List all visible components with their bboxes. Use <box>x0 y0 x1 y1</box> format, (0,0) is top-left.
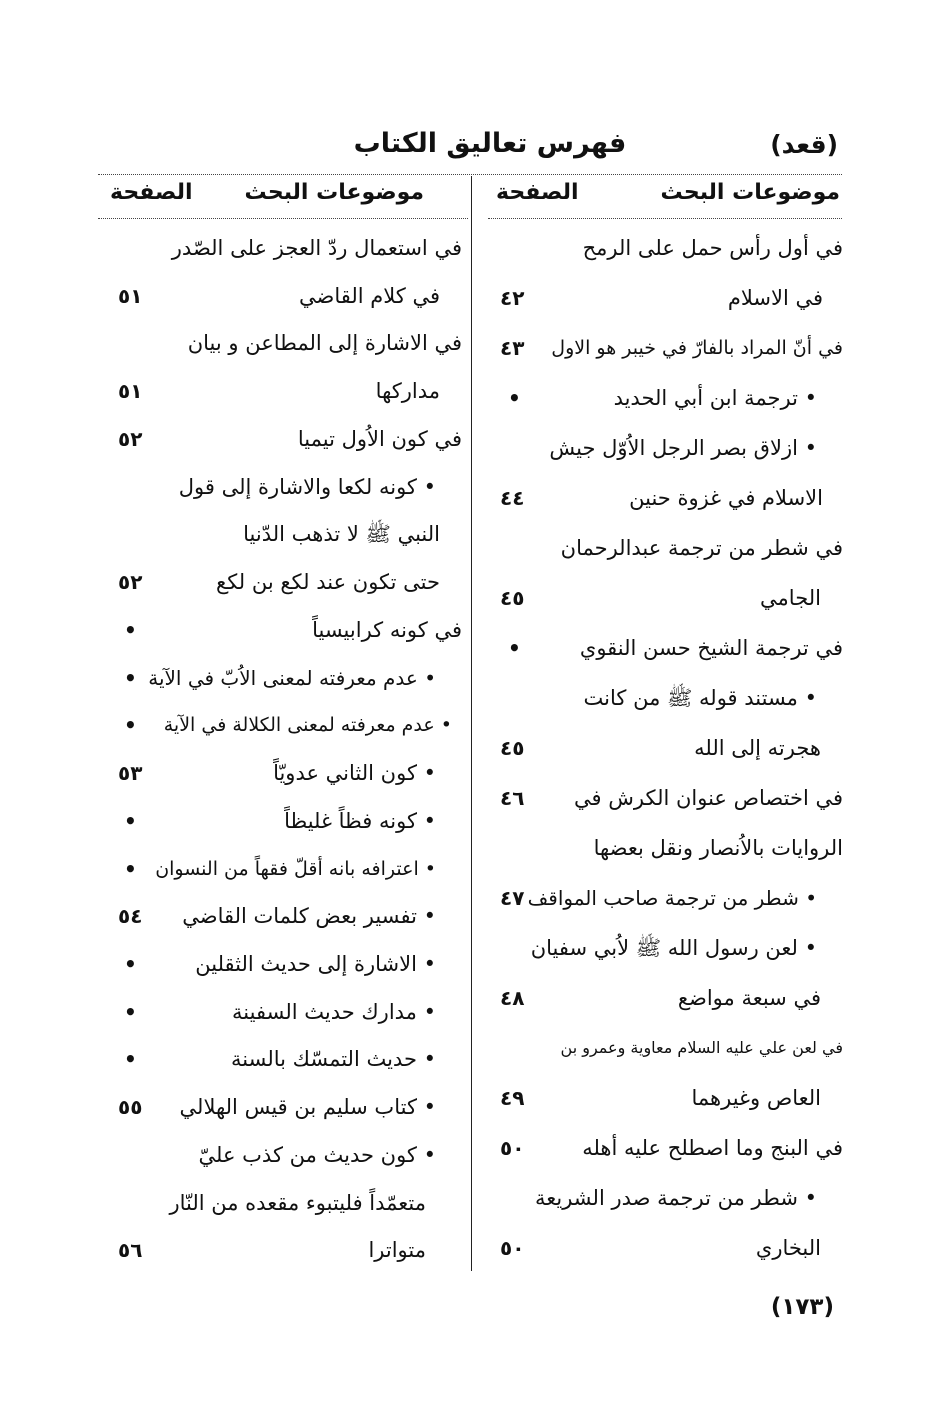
index-entry <box>100 1132 462 1180</box>
index-entry <box>100 893 462 941</box>
entry-page: ٥٢ <box>118 426 143 451</box>
entry-page: ٤٧ <box>500 886 525 910</box>
entry-text: الروايات بالاُنصار ونقل بعضها <box>593 836 843 860</box>
index-entry <box>478 925 843 975</box>
entry-page: ٥٥ <box>118 1095 143 1120</box>
page-number: (١٧٣) <box>770 1294 834 1320</box>
entry-text: متعمّداً فليتبوء مقعده من النّار <box>169 1190 426 1215</box>
entry-text: • اعترافه بانه أقلّ فقهاً من النسوان <box>155 857 436 880</box>
entry-text: • كون الثاني عدويّاً <box>273 761 436 786</box>
header-rule <box>98 174 842 175</box>
entry-page: ٤٩ <box>500 1086 525 1110</box>
entry-text: في كونه كرابيسياً <box>312 617 462 642</box>
entry-text: حتى تكون عند لكع بن لكع <box>216 570 440 595</box>
entry-page: • <box>124 1047 137 1072</box>
index-entry <box>100 368 462 416</box>
entry-text: متواترا <box>368 1238 426 1263</box>
entry-page: • <box>508 636 521 660</box>
entry-text: • الاشارة إلى حديث الثقلين <box>195 952 436 977</box>
entry-text: • عدم معرفته لمعنى الكلالة في الآية <box>163 714 452 737</box>
entry-page: ٥٦ <box>118 1238 143 1263</box>
right-topic-header: موضوعات البحث <box>660 180 840 205</box>
entry-page: • <box>124 617 137 642</box>
entry-text: في شطر من ترجمة عبدالرحمان <box>560 536 843 560</box>
entry-page: • <box>124 713 137 738</box>
entry-page: • <box>124 665 137 690</box>
right-index-column <box>478 225 843 1275</box>
entry-page: • <box>124 856 137 881</box>
entry-page: ٥٤ <box>118 904 143 929</box>
index-entry <box>100 1227 462 1275</box>
index-entry <box>100 1036 462 1084</box>
entry-page: ٤٨ <box>500 986 525 1010</box>
entry-text: • لعن رسول الله ﷺ لاُبي سفيان <box>530 936 817 960</box>
entry-text: • تفسير بعض كلمات القاضي <box>182 904 436 929</box>
entry-text: • حديث التمسّك بالسنة <box>231 1047 436 1072</box>
index-entry <box>100 320 462 368</box>
index-entry <box>100 416 462 464</box>
entry-text: في كلام القاضي <box>298 283 440 308</box>
index-entry <box>478 425 843 475</box>
index-entry <box>478 575 843 625</box>
index-entry <box>100 607 462 655</box>
index-entry <box>100 798 462 846</box>
entry-text: البخاري <box>755 1236 821 1260</box>
index-entry <box>478 625 843 675</box>
index-entry <box>100 1180 462 1228</box>
entry-text: في أول رأس حمل على الرمح <box>582 236 843 260</box>
left-topic-header: موضوعات البحث <box>244 180 424 205</box>
index-entry <box>478 675 843 725</box>
entry-page: • <box>508 386 521 410</box>
index-entry <box>478 725 843 775</box>
index-entry <box>100 464 462 512</box>
entry-page: ٤٦ <box>500 786 525 810</box>
entry-text: • مستند قوله ﷺ من كانت <box>583 686 817 710</box>
entry-page: ٤٤ <box>500 486 525 510</box>
index-entry <box>478 375 843 425</box>
index-entry <box>100 702 462 750</box>
entry-text: النبي ﷺ لا تذهب الدّنيا <box>243 522 440 547</box>
entry-page: ٥٢ <box>118 570 143 595</box>
index-entry <box>478 1075 843 1125</box>
entry-text: في لعن علي عليه السلام معاوية وعمرو بن <box>560 1038 843 1057</box>
entry-page: ٤٥ <box>500 586 525 610</box>
index-entry <box>478 525 843 575</box>
index-entry <box>478 1225 843 1275</box>
index-entry <box>478 1125 843 1175</box>
index-entry <box>100 511 462 559</box>
entry-text: في اختصاص عنوان الكرش في <box>574 786 843 810</box>
entry-text: • كتاب سليم بن قيس الهلالي <box>179 1095 436 1120</box>
entry-text: الاسلام في غزوة حنين <box>629 486 823 510</box>
index-entry <box>100 655 462 703</box>
entry-page: ٤٥ <box>500 736 525 760</box>
entry-text: في الاشارة إلى المطاعن و بيان <box>187 331 462 356</box>
index-entry <box>478 875 843 925</box>
entry-text: في سبعة مواضع <box>677 986 821 1010</box>
entry-page: • <box>124 808 137 833</box>
entry-page: ٥٠ <box>500 1136 525 1160</box>
entry-text: • ازلاق بصر الرجل الاُوّل جيش <box>549 436 817 460</box>
index-entry <box>478 975 843 1025</box>
entry-page: ٥١ <box>118 379 143 404</box>
left-page-header: الصفحة <box>110 180 193 205</box>
entry-text: • عدم معرفته لمعنى الاُبّ في الآية <box>148 665 436 690</box>
entry-text: • كونه فظاً غليظاً <box>284 808 436 833</box>
index-entry <box>478 475 843 525</box>
index-entry <box>100 1084 462 1132</box>
index-entry <box>478 225 843 275</box>
entry-page: ٥١ <box>118 283 143 308</box>
entry-text: في ترجمة الشيخ حسن النقوي <box>579 636 843 660</box>
entry-text: في الاسلام <box>727 286 823 310</box>
entry-page: • <box>124 999 137 1024</box>
index-entry <box>100 750 462 798</box>
entry-page: ٥٣ <box>118 761 143 786</box>
section-code: (قعد) <box>770 130 838 159</box>
entry-text: مداركها <box>375 379 440 404</box>
entry-page: ٤٢ <box>500 286 525 310</box>
index-entry <box>100 225 462 273</box>
entry-text: • مدارك حديث السفينة <box>232 999 436 1024</box>
entry-page: ٤٣ <box>500 336 525 360</box>
entry-text: • شطر من ترجمة صدر الشريعة <box>534 1186 817 1210</box>
index-entry <box>100 941 462 989</box>
entry-page: • <box>124 952 137 977</box>
entry-page: ٥٠ <box>500 1236 525 1260</box>
entry-text: في أنّ المراد بالفارّ في خيبر هو الاول <box>551 337 843 359</box>
entry-text: في كون الاُول تيميا <box>297 426 462 451</box>
entry-text: • شطر من ترجمة صاحب المواقف <box>527 886 817 910</box>
index-entry <box>478 325 843 375</box>
index-entry <box>100 559 462 607</box>
entry-text: هجرته إلى الله <box>694 736 821 760</box>
entry-text: • كونه لكعا والاشارة إلى قول <box>178 474 436 499</box>
right-page-header: الصفحة <box>496 180 579 205</box>
left-index-column <box>100 225 462 1275</box>
index-entry <box>478 1175 843 1225</box>
index-entry <box>100 846 462 894</box>
entry-text: العاص وغيرهما <box>691 1086 821 1110</box>
index-entry <box>478 275 843 325</box>
index-entry <box>478 825 843 875</box>
entry-text: الجامي <box>760 586 821 610</box>
left-header-rule <box>98 218 468 219</box>
right-header-rule <box>488 218 842 219</box>
entry-text: • ترجمة ابن أبي الحديد <box>613 386 817 410</box>
index-entry <box>478 775 843 825</box>
index-entry <box>478 1025 843 1075</box>
entry-text: في البنج وما اصطلح عليه أهله <box>582 1136 843 1160</box>
page-title: فهرس تعاليق الكتاب <box>353 128 627 159</box>
column-divider <box>471 176 472 1271</box>
entry-text: • كون حديث من كذب عليّ <box>198 1142 436 1167</box>
index-entry <box>100 273 462 321</box>
entry-text: في استعمال ردّ العجز على الصّدر <box>171 236 462 260</box>
index-entry <box>100 989 462 1037</box>
